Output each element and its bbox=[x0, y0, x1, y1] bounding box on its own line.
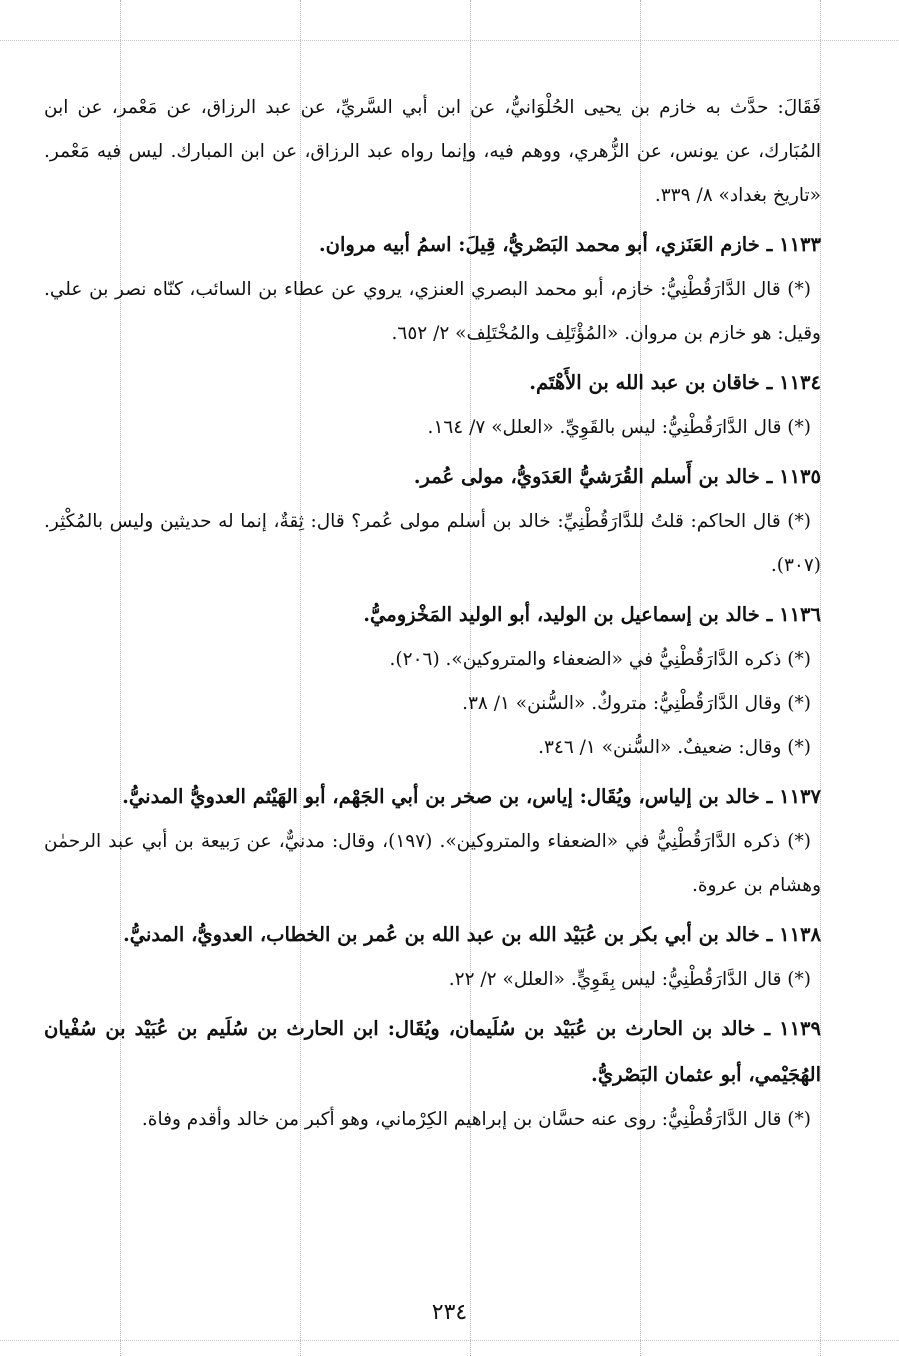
page-number: ٢٣٤ bbox=[431, 1300, 468, 1325]
scan-grid-line bbox=[0, 40, 899, 41]
entry-heading-1137: ١١٣٧ ـ خالد بن إلياس، ويُقَال: إياس، بن صخر بن أبي الجَهْم، أبو الهَيْثم العدويُّ المدنيُّ. bbox=[122, 785, 821, 808]
entry-note-1139: (*) قال الدَّارَقُطْنِيُّ: روى عنه حسَّان بن إبراهيم الكِرْماني، وهو أكبر من خالد وأقدم وفاة. bbox=[141, 1109, 811, 1130]
entry-note-1136a: (*) ذكره الدَّارَقُطْنِيُّ في «الضعفاء والمتروكين». (٢٠٦). bbox=[389, 649, 811, 670]
entry-heading-1136: ١١٣٦ ـ خالد بن إسماعيل بن الوليد، أبو الوليد المَخْزوميُّ. bbox=[363, 603, 821, 626]
scan-grid-line bbox=[0, 1340, 899, 1341]
entry-heading-1134: ١١٣٤ ـ خاقان بن عبد الله بن الأَهْتَم. bbox=[529, 371, 821, 394]
paragraph-continuation: فَقَالَ: حدَّث به خازم بن يحيى الحُلْوَانيُّ، عن ابن أبي السَّريِّ، عن عبد الرزاق، عن مَعْمر، عن ابن المُبَارك، عن يونس، عن الزُّهري، ووهم فيه، وإنما رواه عبد الرزاق، عن ابن المبارك. ليس فيه مَعْمر. «تاريخ بغداد» ٨/ ٣٣٩. bbox=[44, 97, 821, 206]
entry-note-1137: (*) ذكره الدَّارَقُطْنِيُّ في «الضعفاء والمتروكين». (١٩٧)، وقال: مدنيٌّ، عن رَبيعة بن أبي عبد الرحمٰن وهشام بن عروة. bbox=[44, 831, 821, 896]
entry-heading-1138: ١١٣٨ ـ خالد بن أبي بكر بن عُبَيْد الله بن عبد الله بن عُمر بن الخطاب، العدويُّ، المدنيُّ. bbox=[122, 923, 821, 946]
entry-heading-1139: ١١٣٩ ـ خالد بن الحارث بن عُبَيْد بن سُلَيمان، ويُقَال: ابن الحارث بن سُلَيم بن عُبَيْد بن سُفْيان الهُجَيْمي، أبو عثمان البَصْريُّ. bbox=[44, 1017, 821, 1086]
entry-note-1133: (*) قال الدَّارَقُطْنِيُّ: خازم، أبو محمد البصري العنزي، يروي عن عطاء بن السائب، كنّاه نصر بن علي. وقيل: هو خازم بن مروان. «المُؤْتَلِف والمُخْتَلِف» ٢/ ٦٥٢. bbox=[44, 279, 821, 344]
entry-note-1136b: (*) وقال الدَّارَقُطْنِيُّ: متروكٌ. «السُّنن» ١/ ٣٨. bbox=[462, 693, 811, 714]
entry-heading-1135: ١١٣٥ ـ خالد بن أَسلم القُرَشيُّ العَدَويُّ، مولى عُمر. bbox=[413, 465, 821, 488]
entry-note-1135: (*) قال الحاكم: قلتُ للدَّارَقُطْنِيِّ: خالد بن أسلم مولى عُمر؟ قال: ثِقةٌ، إنما له حديثين وليس بالمُكْثِر. (٣٠٧). bbox=[44, 511, 821, 576]
entry-note-1138: (*) قال الدَّارَقُطْنِيُّ: ليس بِقَوِيٍّ. «العلل» ٢/ ٢٢. bbox=[448, 969, 811, 990]
page-body bbox=[44, 86, 821, 1142]
entry-note-1136c: (*) وقال: ضعيفٌ. «السُّنن» ١/ ٣٤٦. bbox=[538, 737, 811, 758]
entry-heading-1133: ١١٣٣ ـ خازم العَنَزي، أبو محمد البَصْريُّ، قِيلَ: اسمُ أبيه مروان. bbox=[318, 233, 821, 256]
entry-note-1134: (*) قال الدَّارَقُطْنِيُّ: ليس بالقَوِيِّ. «العلل» ٧/ ١٦٤. bbox=[427, 417, 811, 438]
